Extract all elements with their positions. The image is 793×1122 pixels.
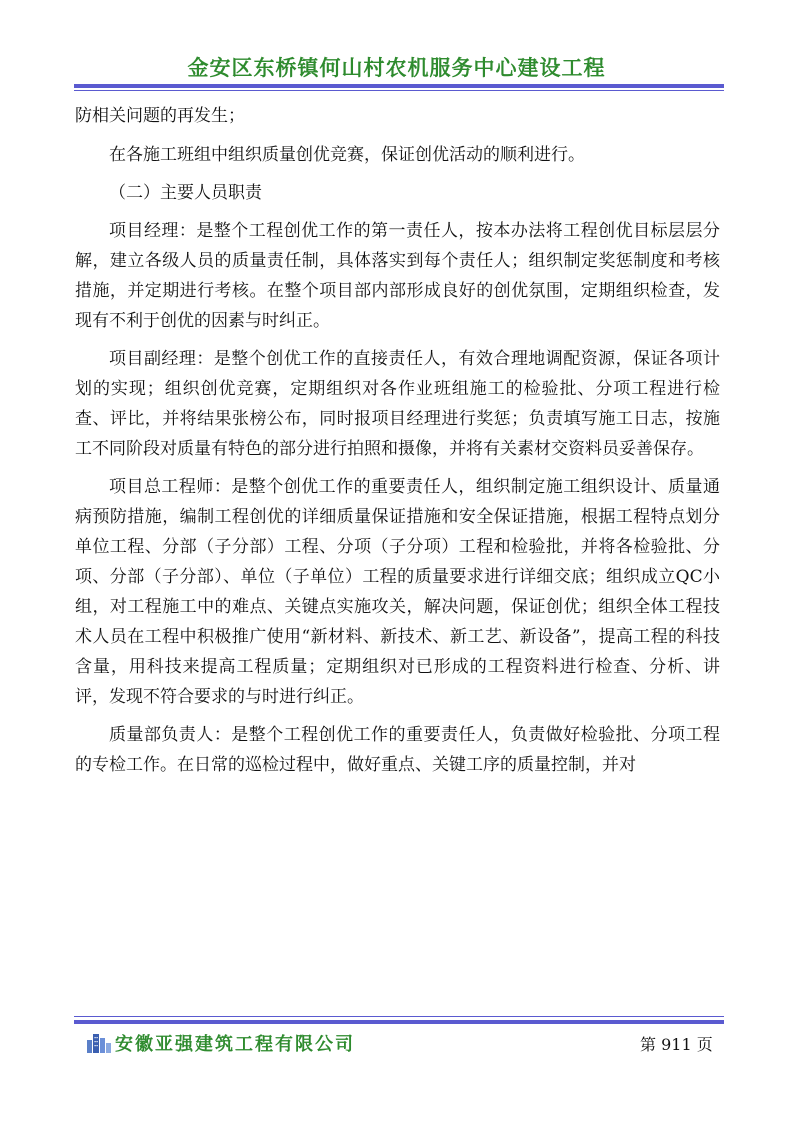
footer-rule-thick bbox=[74, 1020, 724, 1024]
paragraph: 项目副经理：是整个创优工作的直接责任人，有效合理地调配资源，保证各项计划的实现；组织创优竞赛，定期组织对各作业班组施工的检验批、分项工程进行检查、评比，并将结果张榜公布，同时报项目经理进行奖惩；负责填写施工日志，按施工不同阶段对质量有特色的部分进行拍照和摄像，并将有关素材交资料员妥善保存。 bbox=[75, 349, 720, 459]
paragraph: 防相关问题的再发生； bbox=[75, 106, 245, 126]
page-number: 第 911 页 bbox=[640, 1035, 713, 1054]
document-body bbox=[75, 101, 720, 788]
paragraph: 项目经理：是整个工程创优工作的第一责任人，按本办法将工程创优目标层层分解，建立各级人员的质量责任制，具体落实到每个责任人；组织制定奖惩制度和考核措施，并定期进行考核。在整个项目部内部形成良好的创优氛围，定期组织检查，发现有不利于创优的因素与时纠正。 bbox=[75, 221, 720, 331]
paragraph: 质量部负责人：是整个工程创优工作的重要责任人，负责做好检验批、分项工程的专检工作。在日常的巡检过程中，做好重点、关键工序的质量控制，并对 bbox=[75, 725, 720, 775]
header-rule-thick bbox=[74, 84, 724, 88]
paragraph: 项目总工程师：是整个创优工作的重要责任人，组织制定施工组织设计、质量通病预防措施，编制工程创优的详细质量保证措施和安全保证措施，根据工程特点划分单位工程、分部（子分部）工程、分项（子分项）工程和检验批，并将各检验批、分项、分部（子分部）、单位（子单位）工程的质量要求进行详细交底；组织成立QC小组，对工程施工中的难点、关键点实施攻关，解决问题，保证创优；组织全体工程技术人员在工程中积极推广使用“新材料、新技术、新工艺、新设备”，提高工程的科技含量，用科技来提高工程质量；定期组织对已形成的工程资料进行检查、分析、讲评，发现不符合要求的与时进行纠正。 bbox=[75, 477, 720, 707]
building-logo-icon bbox=[86, 1030, 112, 1054]
section-heading: （二）主要人员职责 bbox=[109, 183, 262, 203]
footer-company-name: 安徽亚强建筑工程有限公司 bbox=[115, 1034, 355, 1055]
header-rule-thin bbox=[74, 90, 724, 91]
paragraph: 在各施工班组中组织质量创优竞赛，保证创优活动的顺利进行。 bbox=[109, 145, 585, 165]
footer-rule-thin bbox=[74, 1016, 724, 1017]
page-header-title: 金安区东桥镇何山村农机服务中心建设工程 bbox=[187, 56, 606, 80]
